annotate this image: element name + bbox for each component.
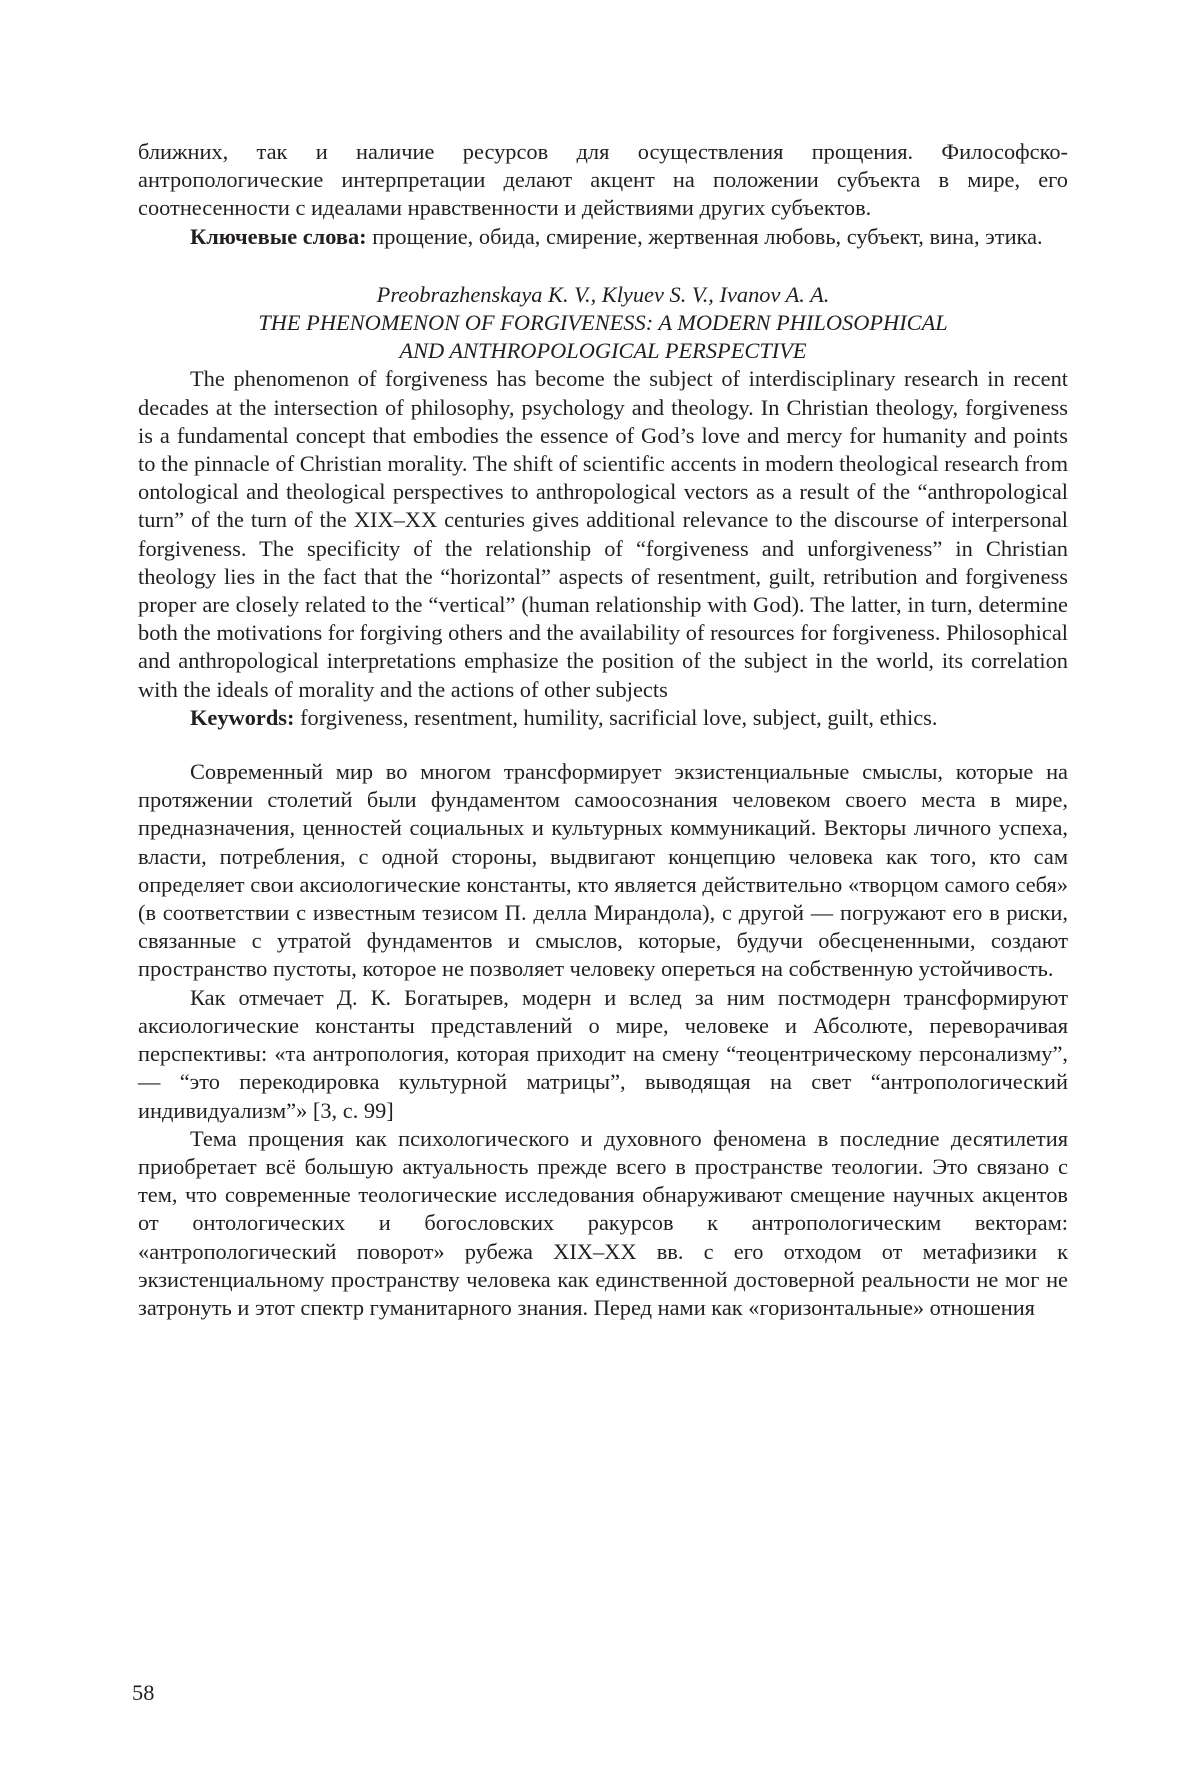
en-title-line-2: AND ANTHROPOLOGICAL PERSPECTIVE: [399, 338, 807, 364]
en-keywords-label: Keywords:: [190, 704, 295, 730]
ru-keywords: [138, 223, 1068, 251]
page-body: [138, 138, 1068, 1322]
ru-keywords-label: Ключевые слова:: [190, 223, 367, 249]
en-abstract: The phenomenon of forgiveness has become the subject of interdisciplinary research in recent decades at the intersection of philosophy, psychology and theology. In Christian theology, forgiveness is a fundamental concept that embodies the essence of God’s love and mercy for humanity and points to the pinnacle of Christian morality. The shift of scientific accents in modern theological research from ontological and theological perspectives to anthropological vectors as a result of the “anthropological turn” of the turn of the XIX–XX centuries gives additional relevance to the discourse of interpersonal forgiveness. The specificity of the relationship of “forgiveness and unforgiveness” in Christian theology lies in the fact that the “horizontal” aspects of resentment, guilt, retribution and forgiveness proper are closely related to the “vertical” (human relationship with God). The latter, in turn, determine both the motivations for forgiving others and the availability of resources for forgiveness. Philosophical and anthropological interpretations emphasize the position of the subject in the world, its correlation with the ideals of morality and the actions of other subjects: [138, 366, 1068, 702]
en-title-line-1: THE PHENOMENON OF FORGIVENESS: A MODERN PHILOSOPHICAL: [258, 310, 948, 336]
en-authors: Preobrazhenskaya K. V., Klyuev S. V., Ivanov A. A.: [376, 281, 830, 307]
body-paragraph-2: Как отмечает Д. К. Богатырев, модерн и вслед за ним постмодерн трансформируют аксиологические константы представлений о мире, человеке и Абсолюте, переворачивая перспективы: «та антропология, которая приходит на смену “теоцентрическому персонализму”, — “это перекодировка культурной матрицы”, выводящая на свет “антропологический индивидуализм”» [3, с. 99]: [138, 984, 1068, 1123]
spacer: [138, 251, 1068, 281]
body-paragraph-3: Тема прощения как психологического и духовного феномена в последние десятилетия приобретает всё большую актуальность прежде всего в пространстве теологии. Это связано с тем, что современные теологические исследования обнаруживают смещение научных акцентов от онтологических и богословских ракурсов к антропологическим векторам: «антропологический поворот» рубежа XIX–XX вв. с его отходом от метафизики к экзистенциальному пространству человека как единственной достоверной реальности не мог не затронуть и этот спектр гуманитарного знания. Перед нами как «горизонтальные» отношения: [138, 1125, 1068, 1320]
en-keywords-text: forgiveness, resentment, humility, sacrificial love, subject, guilt, ethics.: [294, 704, 938, 730]
body-paragraph-1: Современный мир во многом трансформирует экзистенциальные смыслы, которые на протяжении столетий были фундаментом самоосознания человеком своего места в мире, предназначения, ценностей социальных и культурных коммуникаций. Векторы личного успеха, власти, потребления, с одной стороны, выдвигают концепцию человека как того, кто сам определяет свои аксиологические константы, кто является действительно «творцом самого себя» (в соответствии с известным тезисом П. делла Мирандола), с другой — погружают его в риски, связанные с утратой фундаментов и смыслов, которые, будучи обесцененными, создают пространство пустоты, которое не позволяет человеку опереться на собственную устойчивость.: [138, 759, 1068, 982]
ru-keywords-text: прощение, обида, смирение, жертвенная любовь, субъект, вина, этика.: [366, 223, 1043, 249]
en-keywords: [138, 704, 1068, 732]
spacer: [138, 732, 1068, 758]
ru-abstract-tail: ближних, так и наличие ресурсов для осуществления прощения. Философско-антропологические интерпретации делают акцент на положении субъекта в мире, его соотнесенности с идеалами нравственности и действиями других субъектов.: [138, 139, 1068, 221]
page-number: 58: [132, 1680, 155, 1705]
